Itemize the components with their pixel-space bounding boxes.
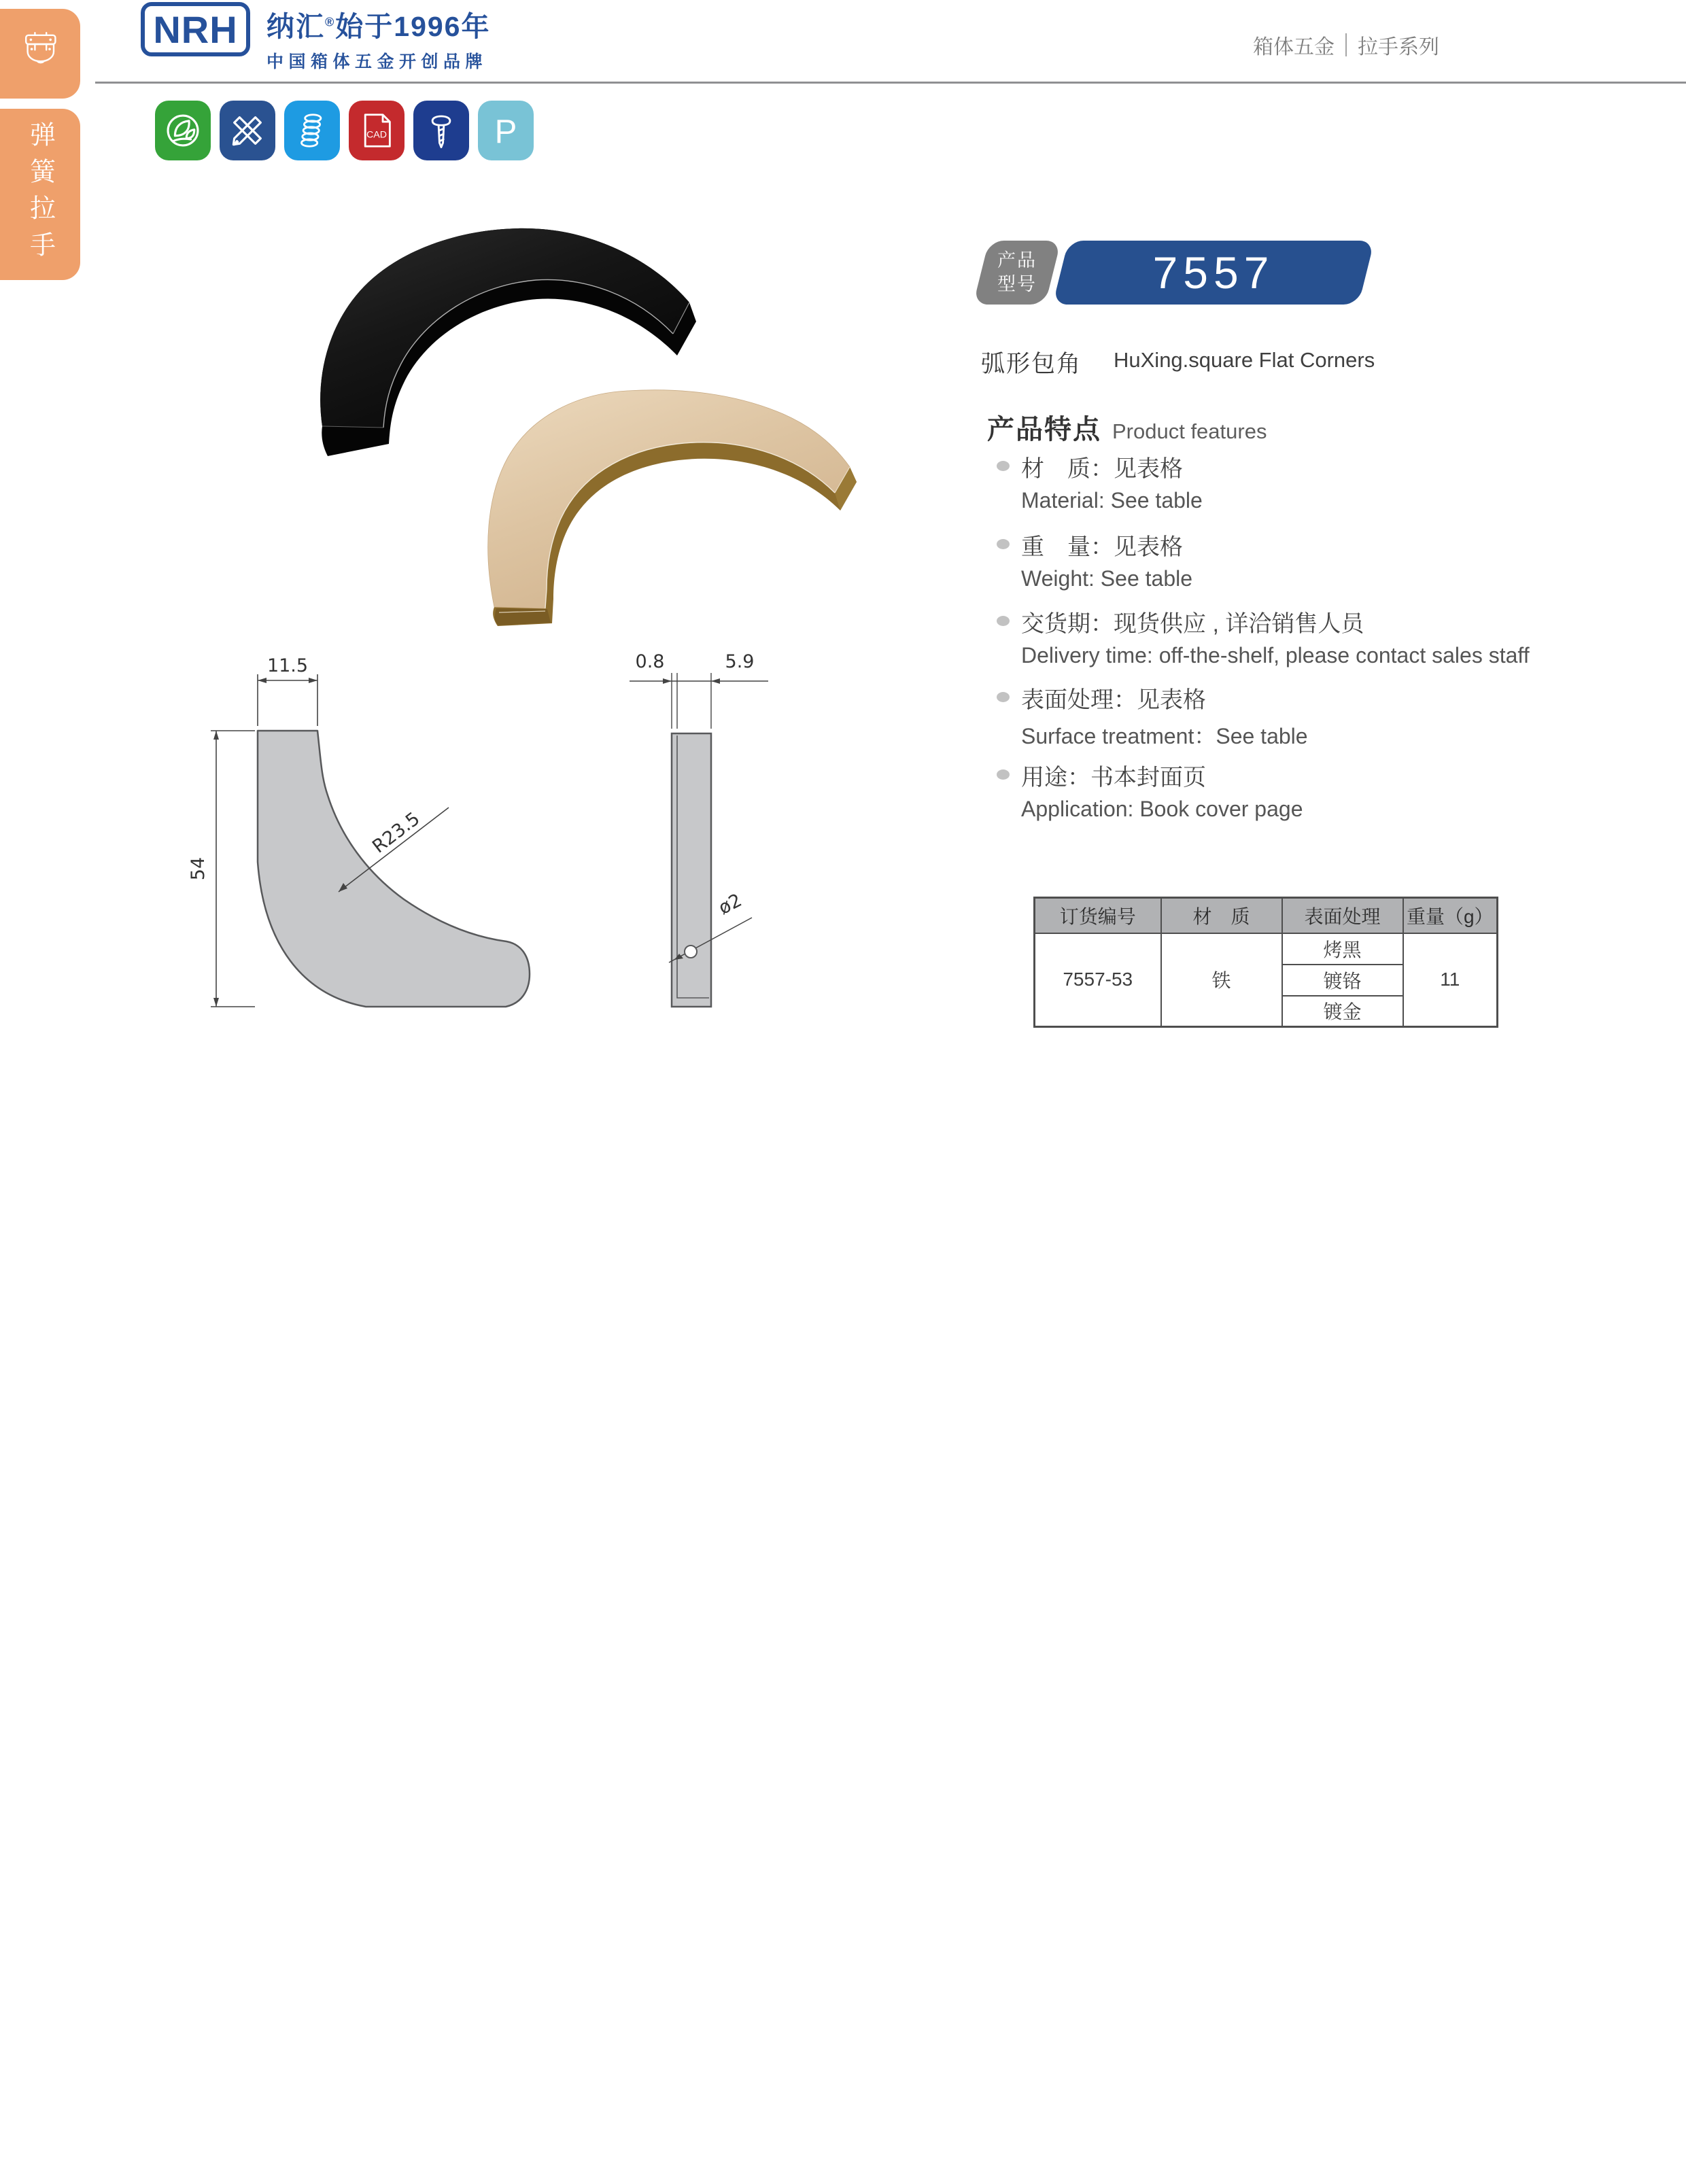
dim-width-side: 5.9: [725, 651, 755, 672]
features-title-en: Product features: [1112, 419, 1267, 443]
col-order-no: 订货编号: [1035, 898, 1161, 933]
features-heading: [987, 408, 1267, 447]
drawing-front-view: [188, 655, 530, 1007]
spring-icon: [284, 101, 340, 160]
product-photo-gold: [488, 390, 857, 626]
design-tools-icon: [220, 101, 275, 160]
feature-bullet: [997, 539, 1010, 549]
dim-thickness-side: 0.8: [635, 651, 665, 672]
model-tag-line2: 型号: [997, 274, 1037, 294]
col-finish: 表面处理: [1282, 898, 1403, 933]
feature-surface-zh: 表面处理：见表格: [1021, 687, 1206, 713]
registered-mark-icon: ®: [325, 15, 336, 29]
cell-finish-1: 烤黑: [1282, 933, 1403, 965]
spec-header-row: [1035, 898, 1498, 933]
product-photos: [292, 207, 863, 629]
svg-text:P: P: [494, 114, 517, 151]
series-left: 箱体五金: [1253, 36, 1335, 58]
model-tag-badge: [973, 241, 1061, 305]
feature-delivery-zh: 交货期：现货供应 , 详洽销售人员: [1021, 611, 1364, 637]
dim-width-front: 11.5: [266, 655, 309, 676]
feature-surface-en: Surface treatment：See table: [1021, 724, 1308, 748]
col-weight: 重量（g）: [1403, 898, 1498, 933]
feature-delivery-en: Delivery time: off-the-shelf, please contact sales staff: [1021, 643, 1530, 668]
cell-finish-3: 镀金: [1282, 996, 1403, 1027]
letter-p-icon: [478, 101, 534, 160]
technical-drawings: [163, 632, 789, 1040]
drawing-side-view: [630, 651, 768, 1007]
eco-leaf-icon: [155, 101, 211, 160]
sidebar-category-tab: [0, 109, 80, 280]
cell-material: 铁: [1161, 933, 1282, 1027]
feature-weight-en: Weight: See table: [1021, 566, 1193, 591]
nrh-logo-text: NRH: [153, 7, 238, 51]
cell-order-no: 7557-53: [1035, 933, 1161, 1027]
cert-icon-row: [155, 101, 534, 160]
sidebar-brand-tab: [0, 9, 80, 99]
series-divider: [1345, 33, 1347, 56]
series-breadcrumb: [1253, 30, 1439, 60]
cell-weight: 11: [1403, 933, 1498, 1027]
series-right: 拉手系列: [1358, 36, 1439, 58]
feature-bullet: [997, 461, 1010, 471]
feature-weight-zh: 重 量：见表格: [1021, 534, 1183, 560]
feature-bullet: [997, 769, 1010, 780]
brand-block: [266, 4, 490, 73]
model-tag-line1: 产品: [997, 249, 1037, 271]
dim-height-front: 54: [188, 856, 209, 881]
cad-file-icon: [349, 101, 405, 160]
features-title-zh: 产品特点: [987, 415, 1101, 445]
feature-application-zh: 用途：书本封面页: [1021, 765, 1206, 791]
dim-radius-front: R23.5: [368, 808, 424, 858]
feature-application-en: Application: Book cover page: [1021, 797, 1303, 821]
feature-material-zh: 材 质：见表格: [1021, 456, 1183, 482]
feature-material-en: Material: See table: [1021, 488, 1203, 513]
model-number: 7557: [1152, 247, 1275, 298]
brand-tagline: 中国箱体五金开创品牌: [266, 52, 488, 71]
case-latch-icon: [19, 28, 64, 73]
col-material: 材 质: [1161, 898, 1282, 933]
feature-bullet: [997, 692, 1010, 702]
nrh-logo: [141, 2, 250, 56]
dim-hole-side: ø2: [715, 889, 746, 919]
header-divider: [95, 82, 1686, 84]
feature-bullet: [997, 616, 1010, 626]
model-number-badge: [1052, 241, 1374, 305]
svg-text:CAD: CAD: [366, 129, 387, 141]
nail-icon: [413, 101, 469, 160]
category-vertical-label: 弹簧拉手: [25, 121, 54, 268]
product-name-zh: 弧形包角: [981, 351, 1082, 377]
cell-finish-2: 镀铬: [1282, 965, 1403, 996]
table-row: [1035, 933, 1498, 965]
spec-table: [1033, 897, 1498, 1028]
brand-line1: 纳汇®始于1996年: [266, 11, 491, 42]
product-name-en: HuXing.square Flat Corners: [1114, 348, 1375, 372]
